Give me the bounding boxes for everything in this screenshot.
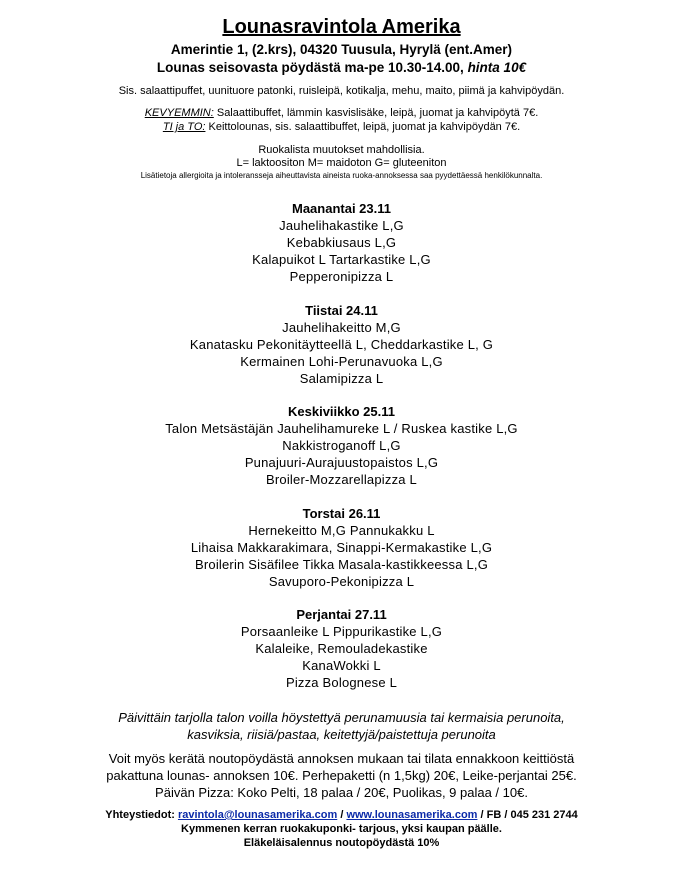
- day-heading: Maanantai 23.11: [292, 201, 391, 216]
- takeaway-line: pakattuna lounas- annoksen 10€. Perhepaketti (n 1,5kg) 20€, Leike-perjantai 25€.: [106, 768, 577, 783]
- day-friday: [0, 606, 683, 691]
- dish-item: Jauhelihakastike L,G: [279, 218, 404, 233]
- day-heading: Tiistai 24.11: [305, 303, 378, 318]
- dish-item: Hernekeitto M,G Pannukakku L: [248, 523, 435, 538]
- daily-sides-note: [0, 709, 683, 743]
- dish-item: Pepperonipizza L: [289, 269, 394, 284]
- dish-item: Kanatasku Pekonitäytteellä L, Cheddarkastike L, G: [189, 337, 494, 352]
- changes-note: Ruokalista muutokset mahdollisia.: [258, 144, 425, 156]
- dish-item: KanaWokki L: [302, 658, 381, 673]
- contact-line: [0, 808, 683, 822]
- restaurant-title: Lounasravintola Amerika: [222, 16, 461, 38]
- dish-item: Kebabkiusaus L,G: [286, 235, 397, 250]
- lunch-hours-text: Lounas seisovasta pöydästä ma-pe 10.30-14.00,: [156, 60, 468, 75]
- dish-item: Jauhelihakeitto M,G: [282, 320, 401, 335]
- day-heading: Keskiviikko 25.11: [288, 404, 395, 419]
- lunch-price: hinta 10€: [467, 60, 527, 75]
- dish-item: Kalaleike, Remouladekastike: [255, 641, 428, 656]
- dish-item: Kermainen Lohi-Perunavuoka L,G: [240, 354, 443, 369]
- dish-item: Talon Metsästäjän Jauhelihamureke L / Ruskea kastike L,G: [165, 421, 518, 436]
- lighter-text: Salaattibuffet, lämmin kasvislisäke, leipä, juomat ja kahvipöytä 7€.: [213, 107, 539, 119]
- daily-sides-line: Päivittäin tarjolla talon voilla höystettyä perunamuusia tai kermaisia perunoita,: [118, 710, 565, 725]
- lighter-label: KEVYEMMIN:: [144, 107, 214, 119]
- contact-phone: / FB / 045 231 2744: [477, 809, 578, 821]
- day-heading: Perjantai 27.11: [296, 607, 387, 622]
- dish-item: Kalapuikot L Tartarkastike L,G: [252, 252, 431, 267]
- dish-item: Broilerin Sisäfilee Tikka Masala-kastikkeessa L,G: [194, 557, 489, 572]
- contact-separator: /: [337, 809, 347, 821]
- dish-item: Porsaanleike L Pippurikastike L,G: [240, 624, 443, 639]
- dish-item: Punajuuri-Aurajuustopaistos L,G: [244, 455, 439, 470]
- diet-legend: L= laktoositon M= maidoton G= gluteeniton: [236, 157, 447, 169]
- dish-item: Broiler-Mozzarellapizza L: [266, 472, 417, 487]
- daily-sides-line: kasviksia, riisiä/pastaa, keitettyjä/paistettuja perunoita: [187, 727, 496, 742]
- takeaway-line: Voit myös kerätä noutopöydästä annoksen mukaan tai tilata ennakkoon keittiöstä: [108, 751, 575, 766]
- contact-label: Yhteystiedot:: [105, 809, 178, 821]
- dish-item: Savuporo-Pekonipizza L: [268, 574, 415, 589]
- allergy-note: Lisätietoja allergioita ja intoleransseja aiheuttavista aineista ruoka-annoksessa saa pyydettäessä henkilökunnalta.: [140, 171, 543, 180]
- includes-text: Sis. salaattipuffet, uunituore patonki, ruisleipä, kotikalja, mehu, maito, piimä ja kahvipöydän.: [118, 85, 565, 97]
- email-link[interactable]: ravintola@lounasamerika.com: [177, 809, 338, 821]
- dish-item: Lihaisa Makkarakimara, Sinappi-Kermakastike L,G: [190, 540, 493, 555]
- dish-item: Salamipizza L: [299, 371, 384, 386]
- takeaway-info: [0, 750, 683, 801]
- day-wednesday: [0, 403, 683, 488]
- dish-item: Pizza Bolognese L: [285, 675, 398, 690]
- tue-thu-option: [0, 120, 683, 134]
- tue-thu-text: Keittolounas, sis. salaattibuffet, leipä, juomat ja kahvipöydän 7€.: [205, 121, 521, 133]
- senior-discount: Eläkeläisalennus noutopöydästä 10%: [243, 837, 440, 849]
- restaurant-address: Amerintie 1, (2.krs), 04320 Tuusula, Hyrylä (ent.Amer): [170, 42, 513, 57]
- coupon-offer: Kymmenen kerran ruokakuponki- tarjous, yksi kaupan päälle.: [181, 823, 502, 835]
- day-tuesday: [0, 302, 683, 387]
- lighter-option: [0, 106, 683, 120]
- day-thursday: [0, 505, 683, 590]
- dish-item: Nakkistroganoff L,G: [282, 438, 401, 453]
- tue-thu-label: TI ja TO:: [162, 121, 206, 133]
- lunch-hours: [0, 59, 683, 76]
- pizza-offer-line: Päivän Pizza: Koko Pelti, 18 palaa / 20€, Puolikas, 9 palaa / 10€.: [155, 785, 528, 800]
- day-monday: [0, 200, 683, 285]
- website-link[interactable]: www.lounasamerika.com: [346, 809, 478, 821]
- day-heading: Torstai 26.11: [302, 506, 381, 521]
